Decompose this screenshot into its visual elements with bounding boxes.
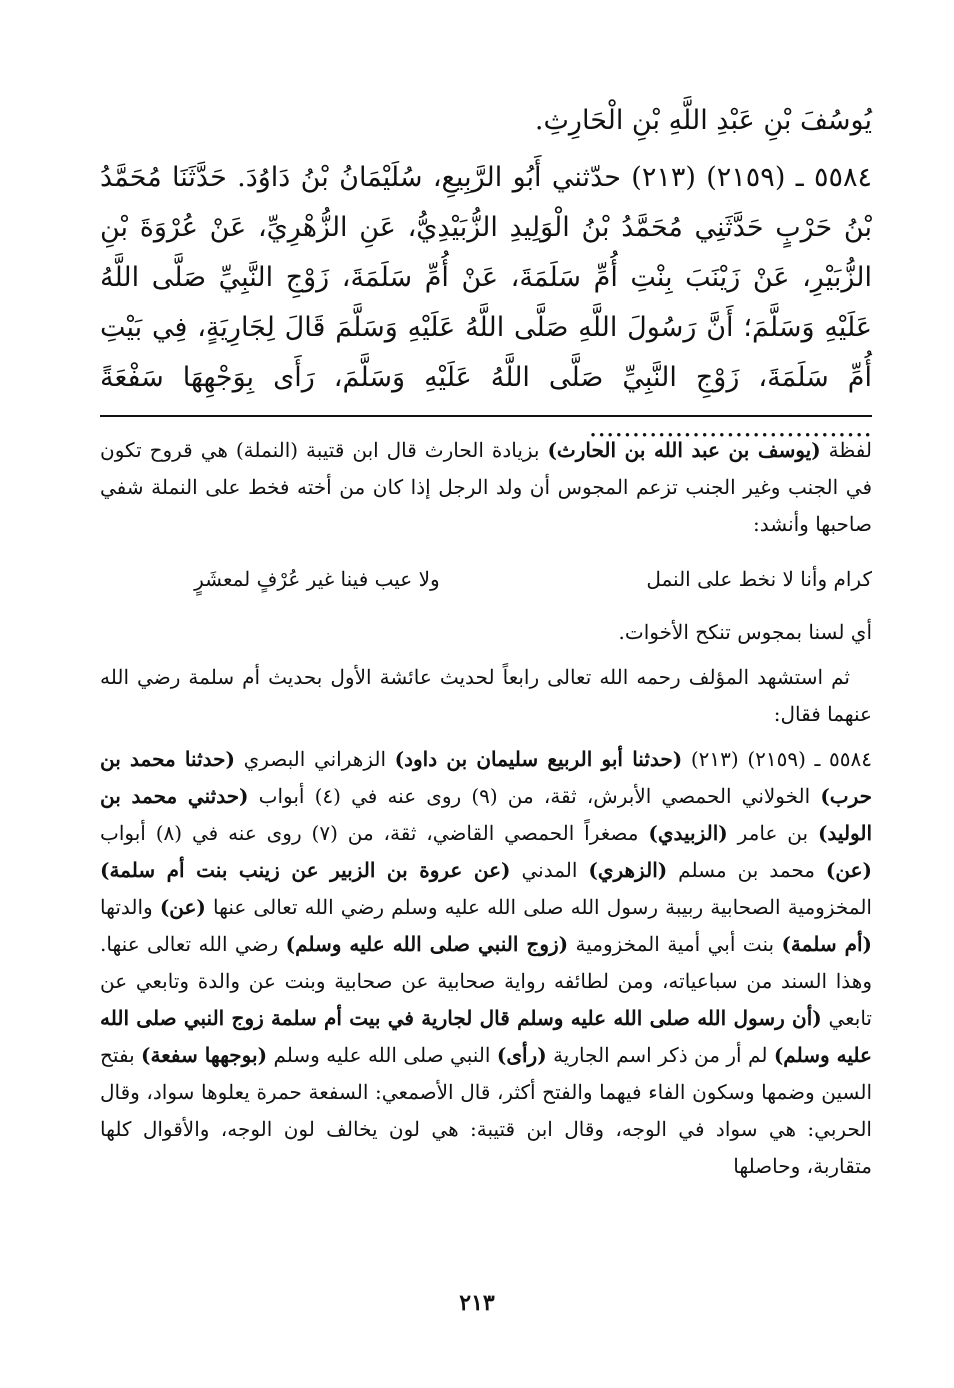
text-run: ٥٥٨٤ ـ (٢١٥٩) (٢١٣)	[682, 747, 872, 771]
text-run: الخولاني الحمصي الأبرش، ثقة، من (٩) روى عنه في (٤) أبواب	[248, 784, 821, 808]
commentary-paragraph-1	[100, 432, 872, 543]
text-run: الزهراني البصري	[234, 747, 395, 771]
bold-quote: (عن عروة بن الزبير عن زينب بنت أم سلمة)	[100, 858, 511, 882]
text-run: لم أر من ذكر اسم الجارية	[546, 1043, 774, 1067]
text-run: بنت أبي أمية المخزومية	[568, 932, 782, 956]
bold-quote: (حدثني محمد بن الوليد)	[100, 784, 873, 845]
poem-verse	[100, 561, 872, 598]
text-run: المدني	[510, 858, 589, 882]
bold-quote: (أم سلمة)	[781, 932, 872, 956]
commentary-paragraph-4	[100, 741, 872, 1185]
text-run: النبي صلى الله عليه وسلم	[267, 1043, 497, 1067]
bold-quote: (يوسف بن عبد الله بن الحارث)	[547, 438, 821, 462]
hadith-text-block	[100, 96, 872, 453]
text-run: رضي الله تعالى عنها. وهذا السند من سباعياته، ومن لطائفه رواية صحابية عن صحابية وبنت عن والدة وتابعي عن تابعي	[100, 932, 872, 1030]
commentary-paragraph-2: أي لسنا بمجوس تنكح الأخوات.	[618, 620, 872, 644]
hadith-continuation: يُوسُفَ بْنِ عَبْدِ اللَّهِ بْنِ الْحَارِثِ.	[534, 105, 872, 136]
poem-first-hemistich: ولا عيب فينا غير عُرْفٍ لمعشَرٍ	[194, 567, 440, 591]
bold-quote: (رأى)	[496, 1043, 547, 1067]
text-run: المخزومية الصحابية ربيبة رسول الله صلى الله عليه وسلم رضي الله تعالى عنها	[205, 895, 872, 919]
footnote-separator	[100, 415, 872, 417]
bold-quote: (الزهري)	[588, 858, 668, 882]
text-run: لفظة	[820, 438, 872, 462]
text-run: محمد بن مسلم	[667, 858, 826, 882]
page-number: ٢١٣	[459, 1290, 495, 1316]
bold-quote: (زوج النبي صلى الله عليه وسلم)	[285, 932, 569, 956]
bold-quote: (عن)	[159, 895, 206, 919]
elision-dots: .................................	[588, 412, 872, 443]
bold-quote: (عن)	[825, 858, 873, 882]
text-run: بفتح السين وضمها وسكون الفاء فيهما والفتح أكثر، قال الأصمعي: السفعة حمرة يعلوها سواد، وقال الحربي: هي سواد في الوجه، وقال ابن قتيبة: هي لون يخالف لون الوجه، والأقوال كلها متقاربة، وحاصلها	[100, 1043, 872, 1178]
text-run: بن عامر	[727, 821, 818, 845]
hadith-body: ٥٥٨٤ ـ (٢١٥٩) (٢١٣) حدّثني أَبُو الرَّبِيعِ، سُلَيْمَانُ بْنُ دَاوُدَ. حَدَّثَنَا مُحَمَّدُ بْنُ حَرْبٍ حَدَّثَنِي مُحَمَّدُ بْنُ الْوَلِيدِ الزُّبَيْدِيُّ، عَنِ الزُّهْرِيِّ، عَنْ عُرْوَةَ بْنِ الزُّبَيْرِ، عَنْ زَيْنَبَ بِنْتِ أُمِّ سَلَمَةَ، عَنْ أُمِّ سَلَمَةَ، زَوْجِ النَّبِيِّ صَلَّى اللَّهُ عَلَيْهِ وَسَلَّمَ؛ أَنَّ رَسُولَ اللَّهِ صَلَّى اللَّهُ عَلَيْهِ وَسَلَّمَ قَالَ لِجَارِيَةٍ، فِي بَيْتِ أُمِّ سَلَمَةَ، زَوْجِ النَّبِيِّ صَلَّى اللَّهُ عَلَيْهِ وَسَلَّمَ، رَأَى بِوَجْهِهَا سَفْعَةً	[100, 162, 872, 393]
bold-quote: (أن رسول الله صلى الله عليه وسلم قال لجارية في بيت أم سلمة زوج النبي صلى الله عليه وسلم)	[100, 1006, 872, 1067]
poem-second-hemistich: كرام وأنا لا نخط على النمل	[646, 567, 872, 591]
bold-quote: (بوجهها سفعة)	[141, 1043, 268, 1067]
text-run: والدتها	[100, 895, 160, 919]
bold-quote: (حدثنا أبو الربيع سليمان بن داود)	[394, 747, 683, 771]
commentary-block	[100, 432, 872, 1193]
hadith-main-text	[100, 153, 872, 453]
bold-quote: (الزبيدي)	[648, 821, 728, 845]
bold-quote: (حدثنا محمد بن حرب)	[100, 747, 873, 808]
text-run: مصغراً الحمصي القاضي، ثقة، من (٧) روى عنه في (٨) أبواب	[100, 821, 649, 845]
commentary-paragraph-3: ثم استشهد المؤلف رحمه الله تعالى رابعاً لحديث عائشة الأول بحديث أم سلمة رضي الله عنهما فقال:	[100, 665, 872, 726]
text-run: بزيادة الحارث قال ابن قتيبة (النملة) هي قروح تكون في الجنب وغير الجنب تزعم المجوس أن ولد الرجل إذا كان من أخته فخط على النملة شفي صاحبها وأنشد:	[100, 438, 872, 536]
